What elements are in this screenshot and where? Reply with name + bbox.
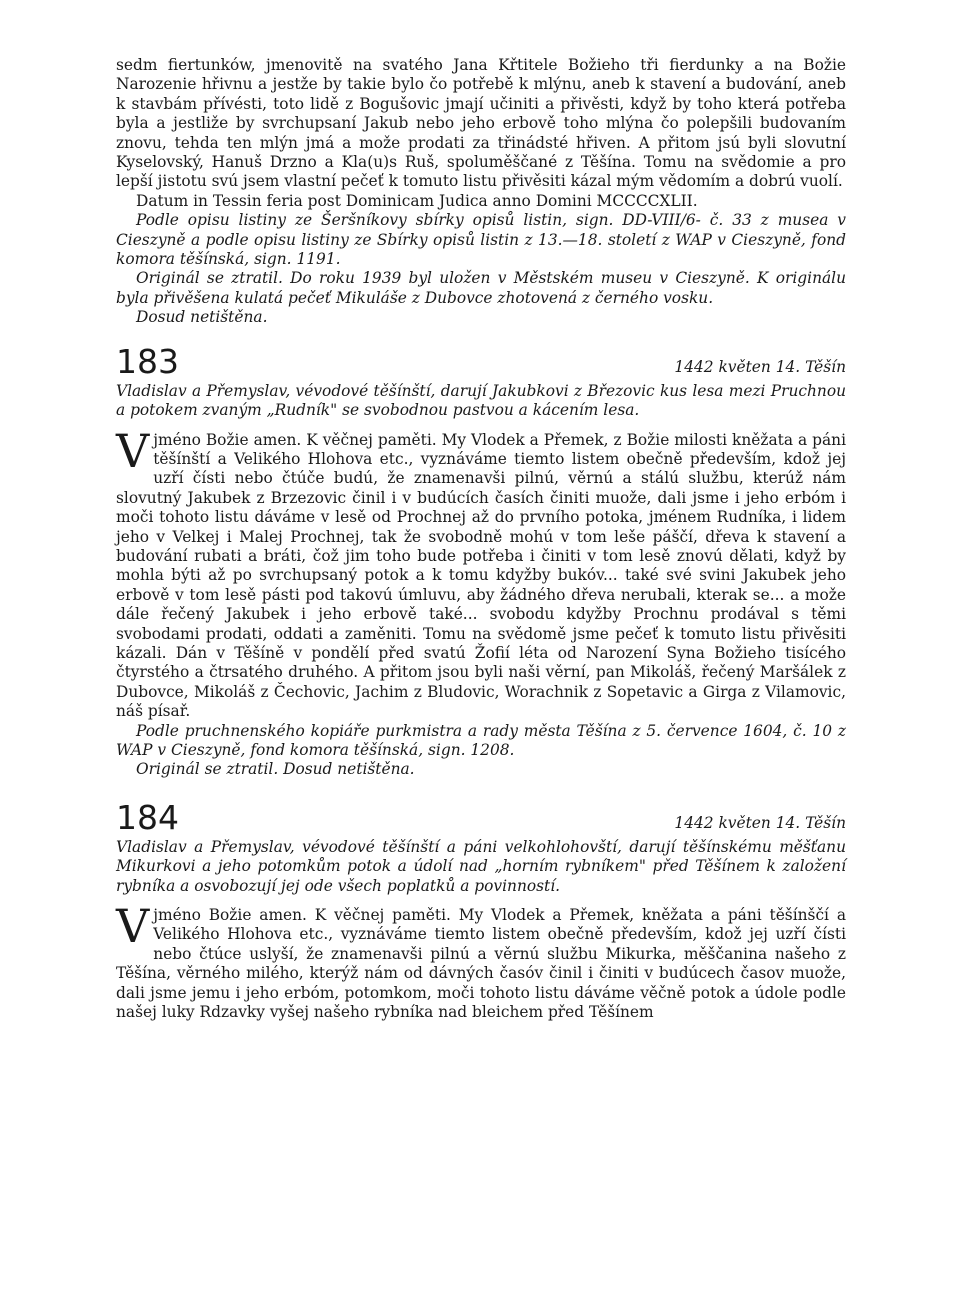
source-note: Podle opisu listiny ze Šeršníkovy sbírky opisů listin, sign. DD-VIII/6- č. 33 z musea v Cieszyně a podle opisu listiny ze Sbírky opisů listin z 13.—18. století z WAP v Cieszyně, fond komora těšínská, sign. 1191.: [116, 211, 846, 269]
document-body: jméno Božie amen. K věčnej paměti. My Vlodek a Přemek, z Božie milosti kněžata a páni těšínští a Velikého Hlohova etc., vyznáváme tiemto listem obečně především, kdož jej uzří čísti nebo čtúče budú, že znamenavši pilnú, věrnú a stálú službu, kterúž nám slovutný Jakubek z Brzezovic činil i v budúcích časích činiti muože, dali jsme i jeho erbóm i moči tohoto listu dáváme v lesě od Prochnej až do prvního potoka, jménem Rudníka, i lidem jeho v Velkej i Malej Prochnej, tak že svobodně mohú v tom leše páščí, dřeva k stavení a budování rubati a bráti, čož jim toho bude potřeba i činiti v tom lesě znovú dělati, když by mohla býti až po svrchupsaný potok a k tomu kdyžby bukóv... také své svini Jakubek jeho erbově v tom lesě pásti pod takovú úmluvu, aby žádného dřeva nerubali, kterak se... a može dále řečený Jakubek i jeho erbově také... svobodu kdyžby Prochnu prodával s těmi svobodami prodati, oddati a zaměniti. Tomu na svědomě jsme pečeť k tomuto listu přivěsiti kázali. Dán v Těšíně v pondělí před svatú Žofií léta od Narození Syna Božieho tisícého čtyrstého a čtrsatého druhého. A přitom jsou byli naši věrní, pan Mikoláš, řečený Maršálek z Dubovce, Mikoláš z Čechovic, Jachim z Bludovic, Worachnik z Sopetavic a Girga z Vilamovic, náš písař.: [116, 430, 846, 721]
document-number: 184: [116, 797, 179, 837]
page: [116, 56, 846, 1022]
datum-line: Datum in Tessin feria post Dominicam Judica anno Domini MCCCCXLII.: [136, 191, 698, 210]
document-text: [116, 423, 846, 722]
document-183-header: [116, 341, 846, 381]
drop-cap: V: [116, 899, 150, 954]
document-date: 1442 květen 14. Těšín: [674, 358, 846, 377]
document-summary: Vladislav a Přemyslav, vévodové těšínští a páni velkohlohovští, darují těšínskému měšťanu Mikurkovi a jeho potomkům potok a údolí nad „horním rybníkem" před Těšínem k založení rybníka a osvobozují jej ode všech poplatků a povinností.: [116, 837, 846, 895]
status-note: Dosud netištěna.: [136, 308, 268, 327]
status-note: Originál se ztratil. Dosud netištěna.: [136, 760, 415, 779]
original-note: Originál se ztratil. Do roku 1939 byl uložen v Městském museu v Cieszyně. K originálu byla přivěšena kulatá pečeť Mikuláše z Dubovce zhotovená z černého vosku.: [116, 269, 846, 307]
document-body: jméno Božie amen. K věčnej paměti. My Vlodek a Přemek, kněžata a páni těšínščí a Velikého Hlohova etc., vyznáváme tiemto listem obečně především, kdož jej uzří čísti nebo čtúce uslyší, že znamenavši pilnú a věrnú službu Mikurka, měščanina našeho z Těšína, věrného milého, kterýž nám od dávných časóv činil i činiti v budúcech časov muože, dali jsme jemu i jeho erbóm, potomkom, moči tohoto listu dáváme věčně potok a údole podle našej luky Rdzavky vyšej našeho rybníka nad bleichem před Těšínem: [116, 906, 846, 1022]
drop-cap: V: [116, 423, 150, 478]
document-summary: Vladislav a Přemyslav, vévodové těšínští, darují Jakubkovi z Březovic kus lesa mezi Pruchnou a potokem zvaným „Rudník" se svobodnou pastvou a kácením lesa.: [116, 381, 846, 420]
document-184-header: [116, 797, 846, 837]
source-note: Podle pruchnenského kopiáře purkmistra a rady města Těšína z 5. července 1604, č. 10 z WAP v Cieszyně, fond komora těšínská, sign. 1208.: [116, 721, 846, 759]
document-text: [116, 899, 846, 1022]
paragraph-continued: sedm fiertunków, jmenovitě na svatého Jana Křtitele Božieho tři fierdunky a na Božie Narozenie hřivnu a jestže by takie bylo čo potřebě k mlýnu, aneb k stavení a budování, aneb k stavbám přívésti, toto lidě z Bogušovic jmají učiniti a přivěsti, když by toho která potřeba byla a jestliže by svrchupsaní Jakub nebo jeho erbově toho mlýna čo polepšili budovaním znovu, tehda ten mlýn jmá a može prodati za třinádsté hřiven. A přitom jsú byli slovutní Kyselovský, Hanuš Drzno a Kla(u)s Ruš, spoluměščané z Těšína. Tomu na svědomie a pro lepší jistotu svú jsem vlastní pečeť k tomuto listu přivěsiti kázal mým vědomím a dobrú vuolí.: [116, 56, 846, 191]
document-number: 183: [116, 341, 179, 381]
document-date: 1442 květen 14. Těšín: [674, 814, 846, 833]
